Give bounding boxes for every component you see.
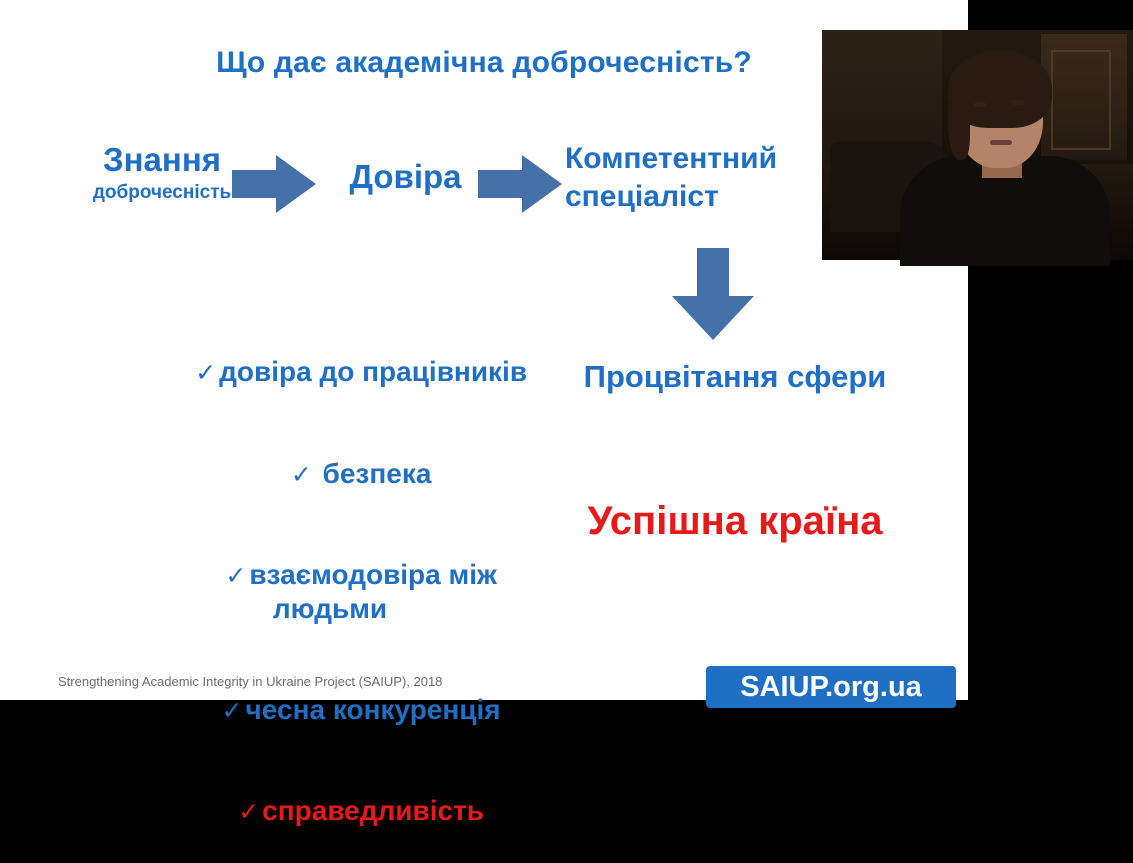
flow-knowledge-label: Знання <box>102 141 222 178</box>
webcam-person-hair-side <box>948 82 970 160</box>
benefits-checklist <box>120 322 540 863</box>
saiup-website-badge: SAIUP.org.ua <box>706 666 956 708</box>
webcam-person-mouth <box>990 140 1012 145</box>
webcam-person-eye-left <box>974 102 986 107</box>
list-item-label: безпека <box>314 457 432 489</box>
list-item <box>120 322 540 422</box>
flow-trust-label: Довіра <box>349 158 462 195</box>
flow-specialist-label: Компетентний спеціаліст <box>565 142 778 213</box>
check-icon: ✓ <box>290 460 312 489</box>
footer-credit: Strengthening Academic Integrity in Ukraine Project (SAIUP), 2018 <box>58 674 443 689</box>
success-country-label: Успішна країна <box>587 499 883 543</box>
webcam-video-overlay[interactable] <box>822 30 1133 260</box>
check-icon: ✓ <box>195 359 217 388</box>
webcam-door <box>1041 34 1127 160</box>
list-item-label: взаємодовіра між людьми <box>249 559 505 624</box>
arrow-right-icon <box>478 155 562 213</box>
arrow-right-icon <box>232 155 316 213</box>
prosperity-label: Процвітання сфери <box>583 359 887 394</box>
arrow-down-icon <box>672 248 754 340</box>
list-item-label: справедливість <box>262 795 485 827</box>
list-item <box>120 525 540 658</box>
list-item-label: довіра до працівників <box>219 356 528 388</box>
check-icon: ✓ <box>238 798 260 827</box>
slide-title: Що дає академічна доброчесність? <box>216 46 752 79</box>
flow-knowledge-sublabel: доброчесність <box>92 182 232 203</box>
check-icon: ✓ <box>221 696 243 725</box>
check-icon: ✓ <box>225 562 247 591</box>
list-item <box>120 424 540 524</box>
webcam-person-eye-right <box>1012 100 1024 105</box>
list-item-label: чесна конкуренція <box>245 693 501 725</box>
list-item <box>120 761 540 861</box>
